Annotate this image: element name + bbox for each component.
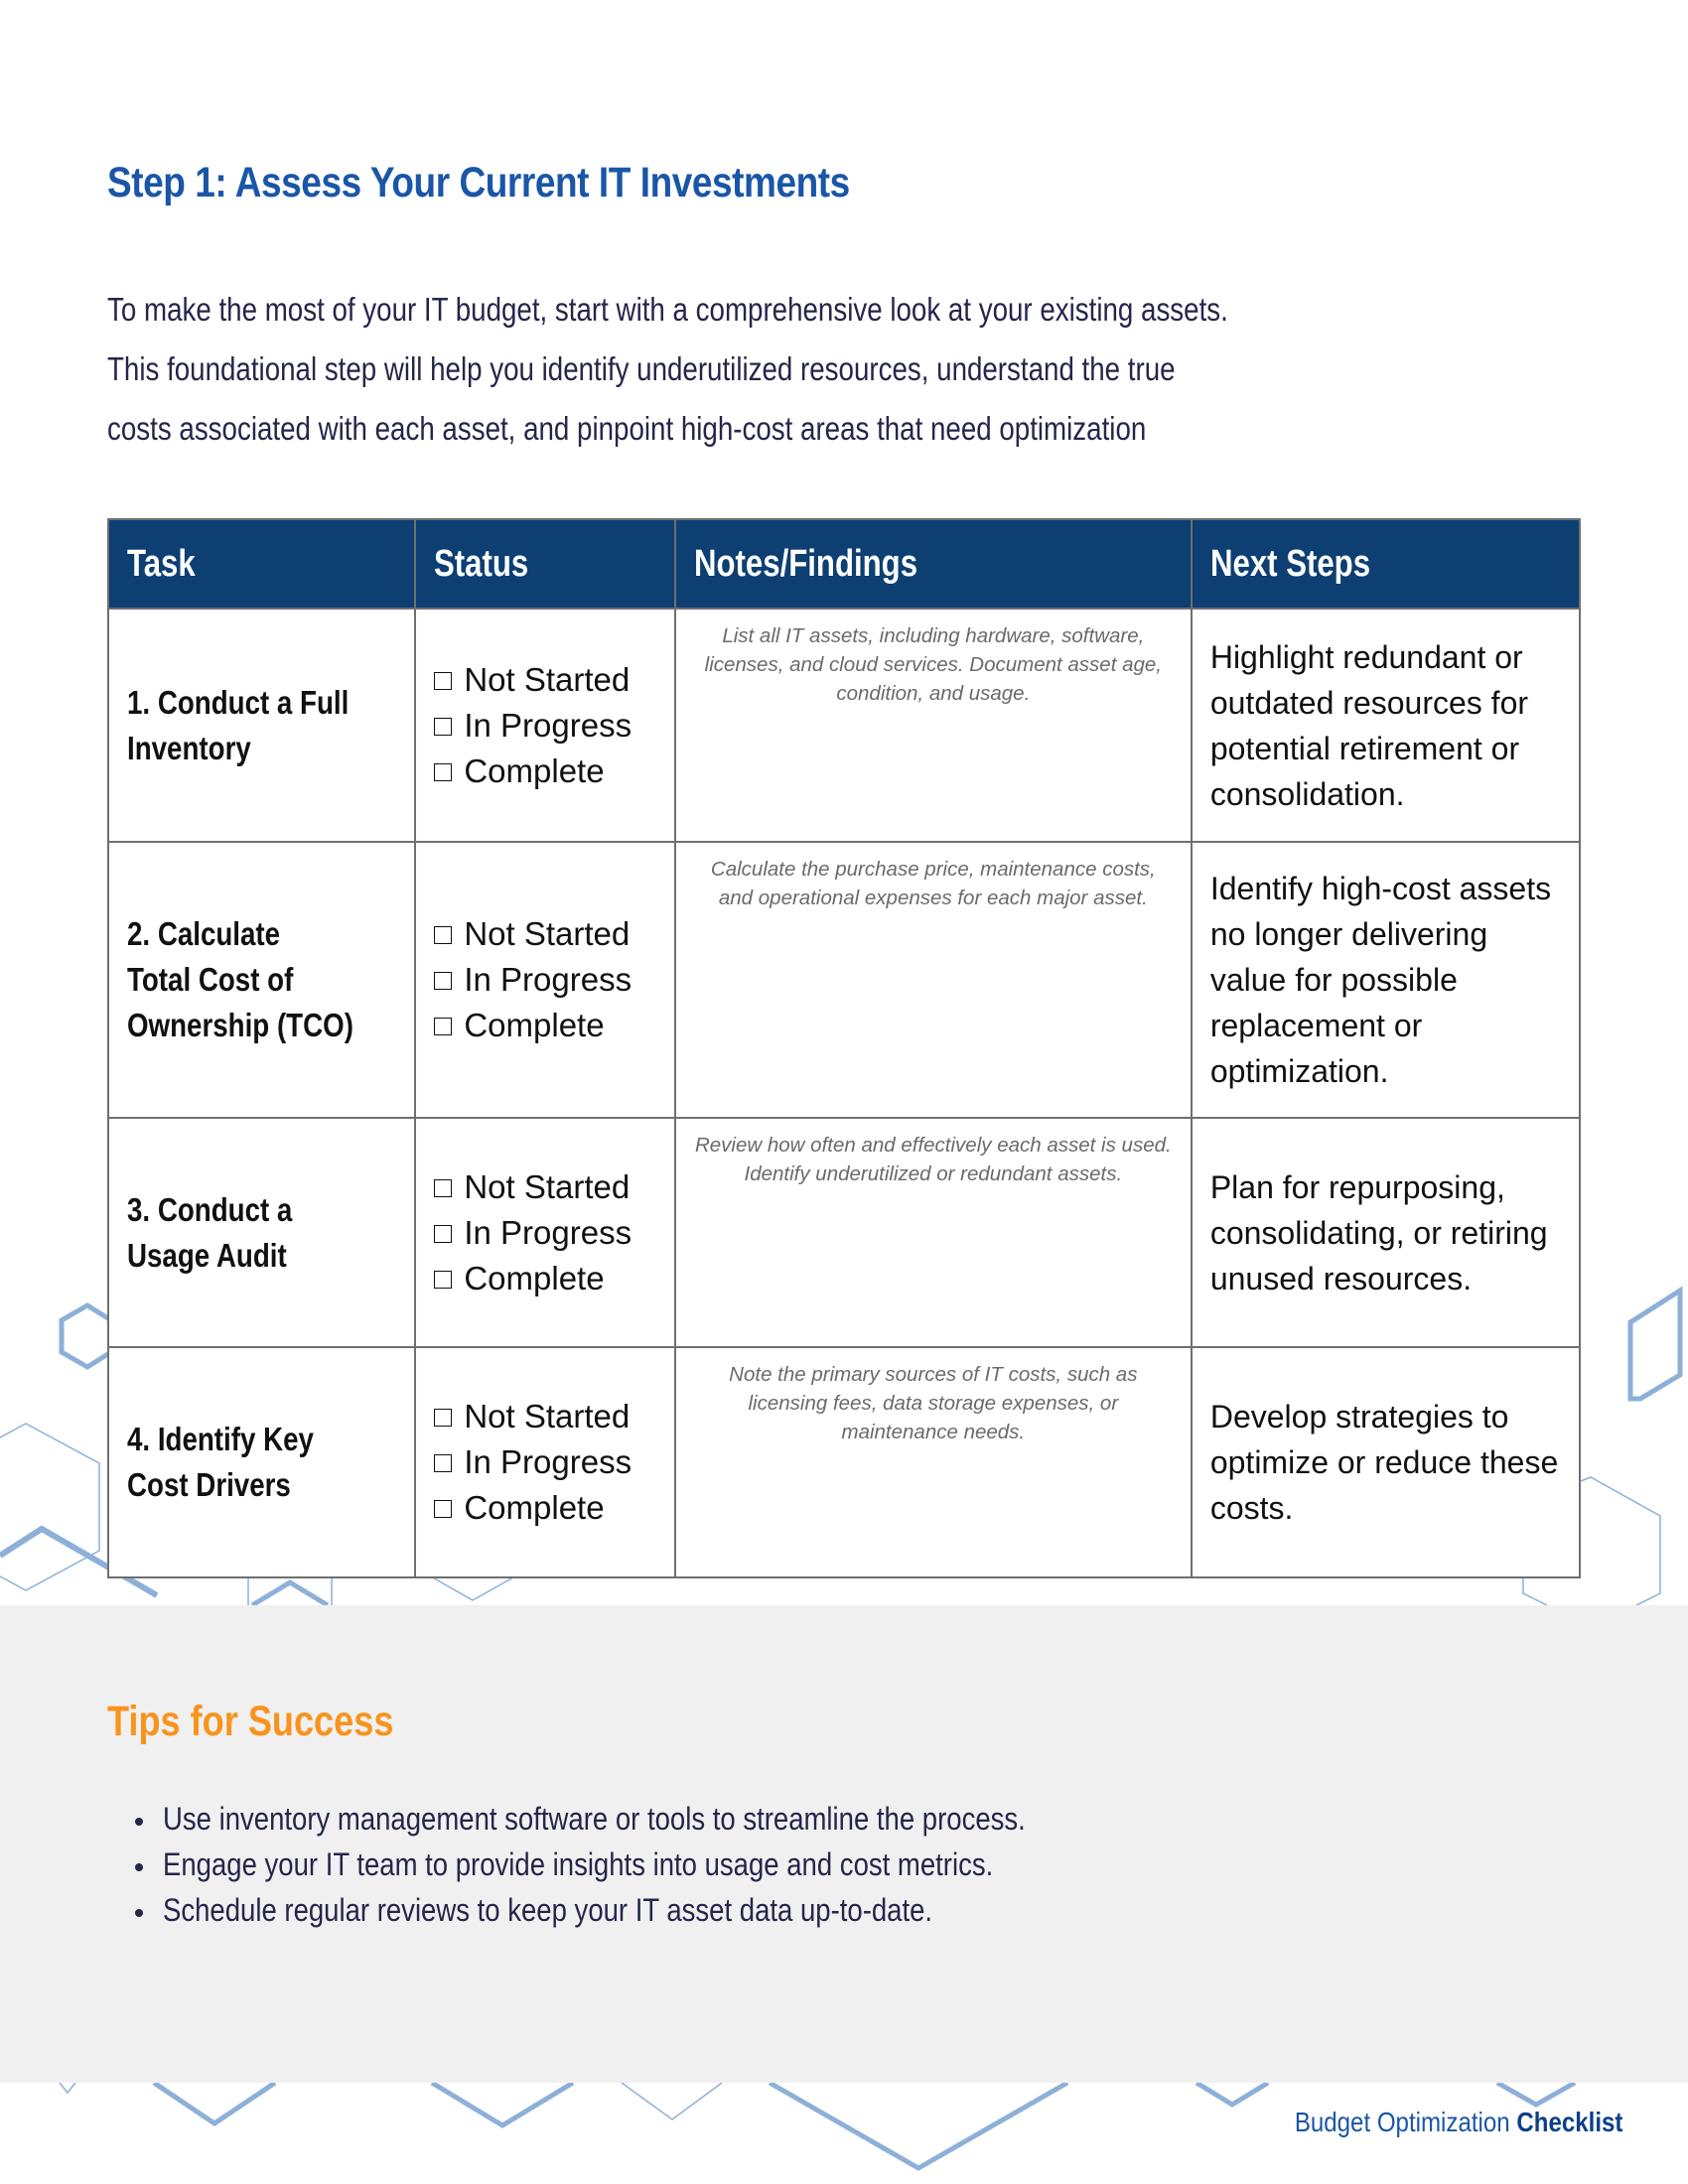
status-option-in-progress[interactable]: In Progress [434, 1439, 655, 1485]
checkbox-icon[interactable] [434, 718, 452, 736]
checkbox-icon[interactable] [434, 1179, 452, 1197]
footer-label [1294, 2107, 1622, 2138]
checkbox-icon[interactable] [434, 672, 452, 690]
checkbox-icon[interactable] [434, 1500, 452, 1518]
next-steps-cell: Develop strategies to optimize or reduce these costs. [1192, 1347, 1580, 1577]
checkbox-icon[interactable] [434, 1409, 452, 1427]
status-option-not-started[interactable]: Not Started [434, 1394, 655, 1439]
intro-line: This foundational step will help you identify underutilized resources, understand the true [107, 350, 1176, 387]
notes-cell[interactable]: Calculate the purchase price, maintenance costs, and operational expenses for each major asset. [675, 842, 1192, 1118]
page-title: Step 1: Assess Your Current IT Investments [107, 159, 850, 206]
task-cell: 2. Calculate Total Cost of Ownership (TCO) [108, 842, 415, 1118]
status-option-in-progress[interactable]: In Progress [434, 957, 655, 1003]
status-cell [415, 1118, 674, 1347]
status-option-complete[interactable]: Complete [434, 749, 655, 794]
status-option-in-progress[interactable]: In Progress [434, 1210, 655, 1256]
status-option-complete[interactable]: Complete [434, 1485, 655, 1531]
bullet-icon [135, 1909, 143, 1917]
checkbox-icon[interactable] [434, 972, 452, 990]
next-steps-cell: Identify high-cost assets no longer delivering value for possible replacement or optimization. [1192, 842, 1580, 1118]
intro-line: costs associated with each asset, and pinpoint high-cost areas that need optimization [107, 410, 1147, 447]
column-header-next-steps: Next Steps [1192, 519, 1580, 609]
table-row [108, 1118, 1580, 1347]
notes-cell[interactable]: Note the primary sources of IT costs, such as licensing fees, data storage expenses, or maintenance needs. [675, 1347, 1192, 1577]
footer-label-regular: Budget Optimization [1294, 2107, 1510, 2137]
tips-section [0, 1605, 1688, 2083]
checkbox-icon[interactable] [434, 1018, 452, 1035]
tip-item: Schedule regular reviews to keep your IT asset data up-to-date. [107, 1887, 1166, 1933]
table-row [108, 842, 1580, 1118]
checkbox-icon[interactable] [434, 1225, 452, 1243]
checkbox-icon[interactable] [434, 1454, 452, 1472]
status-cell [415, 609, 674, 842]
status-option-not-started[interactable]: Not Started [434, 911, 655, 957]
task-cell: 1. Conduct a Full Inventory [108, 609, 415, 842]
task-cell: 3. Conduct a Usage Audit [108, 1118, 415, 1347]
status-option-not-started[interactable]: Not Started [434, 657, 655, 703]
tips-heading: Tips for Success [107, 1698, 394, 1745]
column-header-status: Status [415, 519, 674, 609]
status-cell [415, 842, 674, 1118]
bullet-icon [135, 1818, 143, 1826]
notes-cell[interactable]: Review how often and effectively each asset is used. Identify underutilized or redundant assets. [675, 1118, 1192, 1347]
status-option-not-started[interactable]: Not Started [434, 1164, 655, 1210]
status-option-complete[interactable]: Complete [434, 1003, 655, 1048]
table-row [108, 1347, 1580, 1577]
checkbox-icon[interactable] [434, 763, 452, 781]
table-header-row [108, 519, 1580, 609]
table-row [108, 609, 1580, 842]
tips-list [107, 1796, 1166, 1933]
status-cell [415, 1347, 674, 1577]
checkbox-icon[interactable] [434, 926, 452, 944]
footer-label-bold: Checklist [1515, 2107, 1622, 2137]
checklist-table [107, 518, 1581, 1578]
bullet-icon [135, 1863, 143, 1871]
tip-item: Use inventory management software or tools to streamline the process. [107, 1796, 1166, 1842]
intro-paragraph [107, 280, 1597, 459]
notes-cell[interactable]: List all IT assets, including hardware, software, licenses, and cloud services. Document asset age, condition, and usage. [675, 609, 1192, 842]
status-option-complete[interactable]: Complete [434, 1256, 655, 1301]
tip-item: Engage your IT team to provide insights into usage and cost metrics. [107, 1842, 1166, 1887]
task-cell: 4. Identify Key Cost Drivers [108, 1347, 415, 1577]
column-header-task: Task [108, 519, 415, 609]
status-option-in-progress[interactable]: In Progress [434, 703, 655, 749]
next-steps-cell: Plan for repurposing, consolidating, or retiring unused resources. [1192, 1118, 1580, 1347]
checkbox-icon[interactable] [434, 1271, 452, 1289]
next-steps-cell: Highlight redundant or outdated resources for potential retirement or consolidation. [1192, 609, 1580, 842]
intro-line: To make the most of your IT budget, start with a comprehensive look at your existing assets. [107, 291, 1228, 328]
column-header-notes: Notes/Findings [675, 519, 1192, 609]
